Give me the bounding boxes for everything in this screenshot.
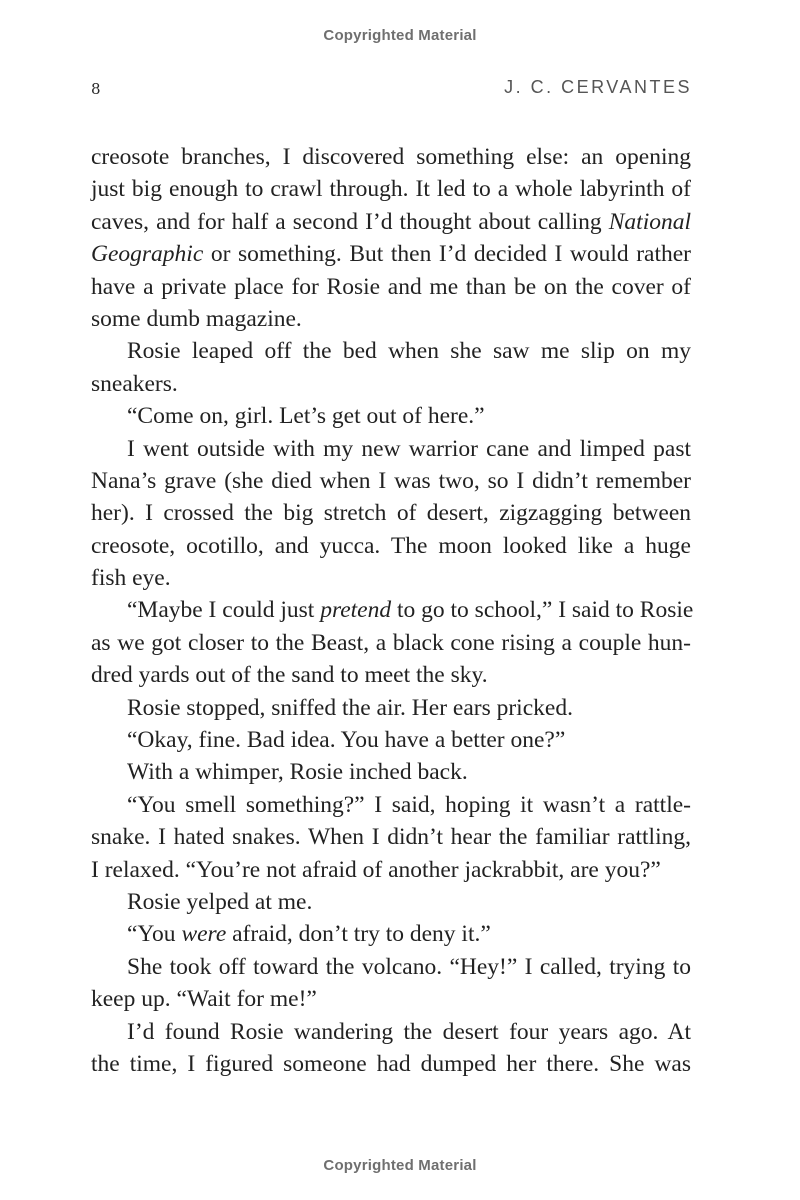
text-segment: “Okay, fine. Bad idea. You have a better one?”: [127, 727, 566, 754]
text-line: [91, 1048, 691, 1080]
text-line: [91, 789, 691, 821]
body-text: [91, 141, 694, 1080]
text-segment: sneakers.: [91, 370, 178, 397]
text-line: [91, 594, 694, 626]
text-segment: “You smell something?” I said, hoping it wasn’t a rattle-: [127, 791, 691, 818]
text-line: [91, 692, 691, 724]
text-line: [91, 886, 691, 918]
page-number: 8: [91, 80, 101, 98]
text-segment: Rosie stopped, sniffed the air. Her ears pricked.: [127, 694, 573, 721]
text-segment: I went outside with my new warrior cane and limped past: [127, 435, 691, 462]
text-segment: “Maybe I could just: [127, 597, 321, 624]
text-line: [91, 951, 691, 983]
text-segment: snake. I hated snakes. When I didn’t hear the familiar rattling,: [91, 824, 691, 851]
text-segment: afraid, don’t try to deny it.”: [226, 921, 491, 948]
italic-text-segment: pretend: [320, 597, 392, 624]
text-segment: to go to school,” I said to Rosie: [391, 597, 694, 624]
running-head-author: J. C. CERVANTES: [504, 77, 692, 97]
text-line: [91, 141, 691, 173]
text-segment: creosote branches, I discovered something else: an opening: [91, 144, 691, 170]
text-line: [91, 1016, 691, 1048]
text-line: [91, 368, 691, 400]
text-segment: some dumb magazine.: [91, 305, 302, 332]
text-line: [91, 173, 691, 205]
text-segment: She took off toward the volcano. “Hey!” I called, trying to: [127, 953, 691, 980]
text-segment: or something. But then I’d decided I would rather: [203, 241, 691, 268]
text-line: [91, 983, 691, 1015]
text-segment: dred yards out of the sand to meet the sky.: [91, 662, 488, 689]
italic-text-segment: National: [608, 208, 691, 235]
text-line: [91, 821, 691, 853]
text-segment: just big enough to crawl through. It led to a whole labyrinth of: [91, 176, 691, 203]
text-segment: have a private place for Rosie and me than be on the cover of: [91, 273, 691, 300]
text-line: [91, 530, 691, 562]
text-line: [91, 271, 691, 303]
text-line: [91, 918, 691, 950]
text-line: [91, 659, 691, 691]
text-segment: as we got closer to the Beast, a black cone rising a couple hun-: [91, 629, 691, 656]
text-segment: creosote, ocotillo, and yucca. The moon looked like a huge: [91, 532, 691, 559]
text-line: [91, 562, 691, 594]
text-line: [91, 854, 691, 886]
copyright-watermark-bottom: Copyrighted Material: [323, 1157, 477, 1174]
text-segment: keep up. “Wait for me!”: [91, 986, 317, 1013]
text-segment: “Come on, girl. Let’s get out of here.”: [127, 403, 485, 430]
text-line: [91, 238, 691, 270]
text-segment: “You: [127, 921, 182, 948]
text-line: [91, 433, 691, 465]
text-line: [91, 497, 691, 529]
copyright-watermark-top: Copyrighted Material: [323, 27, 477, 44]
text-line: [91, 400, 691, 432]
text-line: [91, 465, 691, 497]
italic-text-segment: Geographic: [91, 241, 204, 268]
text-segment: Nana’s grave (she died when I was two, so I didn’t remember: [91, 467, 691, 494]
text-segment: I relaxed. “You’re not afraid of another jackrabbit, are you?”: [91, 856, 661, 883]
text-line: [91, 724, 691, 756]
text-segment: her). I crossed the big stretch of desert, zigzagging between: [91, 500, 691, 527]
text-segment: Rosie leaped off the bed when she saw me slip on my: [127, 338, 691, 365]
text-segment: I’d found Rosie wandering the desert four years ago. At: [127, 1018, 691, 1045]
text-segment: caves, and for half a second I’d thought about calling: [91, 208, 609, 235]
text-line: [91, 206, 691, 238]
text-line: [91, 627, 691, 659]
text-line: [91, 756, 691, 788]
text-segment: fish eye.: [91, 565, 171, 592]
text-line: [91, 303, 691, 335]
italic-text-segment: were: [181, 921, 227, 948]
text-segment: Rosie yelped at me.: [127, 888, 313, 915]
text-segment: the time, I figured someone had dumped her there. She was: [91, 1050, 691, 1077]
text-line: [91, 335, 691, 367]
text-segment: With a whimper, Rosie inched back.: [127, 759, 468, 786]
